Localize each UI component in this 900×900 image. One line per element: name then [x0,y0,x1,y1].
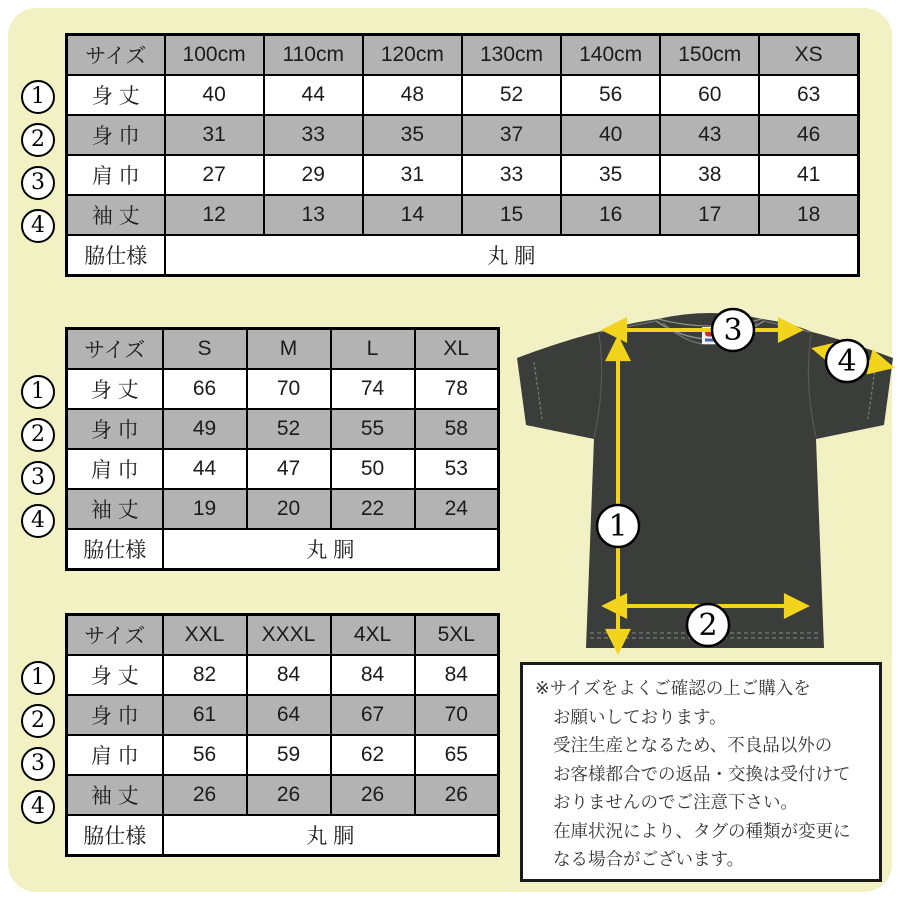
cell: 17 [660,195,759,235]
table-row [67,695,499,735]
cell: 78 [415,369,499,409]
cell: 19 [163,489,247,529]
cell: 24 [415,489,499,529]
row-label: 肩 巾 [67,449,163,489]
purchase-note-box [520,662,882,882]
cell: 38 [660,155,759,195]
header-cell: 100cm [165,35,264,76]
table-row [67,409,499,449]
cell: 35 [363,115,462,155]
cell: 55 [331,409,415,449]
row-label: 身 巾 [67,695,163,735]
table-footer-row [67,529,499,570]
row-label: 身 丈 [67,369,163,409]
footer-value: 丸 胴 [163,815,499,856]
svg-text:2: 2 [698,608,718,643]
row-label: 身 巾 [67,409,163,449]
callout-number-4: 4 [21,209,55,243]
cell: 22 [331,489,415,529]
cell: 82 [163,655,247,695]
cell: 52 [247,409,331,449]
tshirt-measurement-figure [510,303,900,660]
cell: 48 [363,75,462,115]
cell: 70 [415,695,499,735]
cell: 74 [331,369,415,409]
table-row [67,775,499,815]
row-label: 身 丈 [67,75,165,115]
svg-text:1: 1 [608,509,628,544]
size-table-kids [65,33,860,277]
cell: 44 [163,449,247,489]
figure-callout-4 [826,340,868,382]
header-cell: 4XL [331,615,415,656]
row-label: 身 巾 [67,115,165,155]
table-row [67,655,499,695]
cell: 53 [415,449,499,489]
footer-value: 丸 胴 [165,235,859,276]
header-cell: S [163,329,247,370]
row-label: 袖 丈 [67,195,165,235]
header-cell: 5XL [415,615,499,656]
cell: 64 [247,695,331,735]
cell: 31 [165,115,264,155]
callout-number-1: 1 [21,661,55,695]
table-footer-row [67,815,499,856]
row-label: 袖 丈 [67,775,163,815]
figure-callout-1 [597,505,639,547]
cell: 84 [415,655,499,695]
table-row [67,155,859,195]
table-row [67,449,499,489]
svg-text:4: 4 [837,344,857,379]
table-row [67,369,499,409]
note-line: お客様都合での返品・交換は受付けて [553,763,851,784]
note-line: なる場合がございます。 [553,849,745,869]
row-label: 身 丈 [67,655,163,695]
row-label: 袖 丈 [67,489,163,529]
callout-number-2: 2 [21,123,55,157]
cell: 33 [462,155,561,195]
callout-number-3: 3 [21,461,55,495]
note-line: 受注生産となるため、不良品以外の [553,735,833,755]
size-table-adult [65,327,500,571]
cell: 31 [363,155,462,195]
header-cell: 110cm [264,35,363,76]
row-label: 脇仕様 [67,529,163,570]
figure-callout-2 [687,604,729,646]
header-cell: サイズ [67,329,163,370]
callout-number-3: 3 [21,166,55,200]
cell: 44 [264,75,363,115]
cell: 20 [247,489,331,529]
cell: 33 [264,115,363,155]
callout-number-2: 2 [21,418,55,452]
cell: 37 [462,115,561,155]
cell: 59 [247,735,331,775]
cell: 35 [561,155,660,195]
cell: 14 [363,195,462,235]
header-cell: XS [759,35,858,76]
cell: 40 [561,115,660,155]
note-line: お願いしております。 [553,706,727,727]
callout-number-1: 1 [21,375,55,409]
cell: 15 [462,195,561,235]
cell: 26 [163,775,247,815]
cell: 41 [759,155,858,195]
cell: 47 [247,449,331,489]
table-header-row [67,329,499,370]
callout-number-3: 3 [21,747,55,781]
cell: 65 [415,735,499,775]
cell: 46 [759,115,858,155]
note-line: ※サイズをよくご確認の上ご購入を [535,678,811,698]
row-label: 脇仕様 [67,815,163,856]
cell: 62 [331,735,415,775]
header-cell: XL [415,329,499,370]
cell: 12 [165,195,264,235]
cell: 61 [163,695,247,735]
table-footer-row [67,235,859,276]
table-row [67,115,859,155]
cell: 13 [264,195,363,235]
table-row [67,195,859,235]
cell: 84 [247,655,331,695]
table-row [67,489,499,529]
table-row [67,735,499,775]
header-cell: M [247,329,331,370]
cell: 26 [331,775,415,815]
cell: 52 [462,75,561,115]
row-label: 肩 巾 [67,735,163,775]
cell: 50 [331,449,415,489]
header-cell: 130cm [462,35,561,76]
cell: 43 [660,115,759,155]
cell: 29 [264,155,363,195]
header-cell: 150cm [660,35,759,76]
figure-callout-3 [712,309,754,351]
note-line: 在庫状況により、タグの種類が変更に [553,820,851,841]
row-label: 肩 巾 [67,155,165,195]
callout-number-2: 2 [21,704,55,738]
header-cell: 140cm [561,35,660,76]
callout-number-4: 4 [21,790,55,824]
cell: 58 [415,409,499,449]
header-cell: サイズ [67,35,165,76]
size-table-big [65,613,500,857]
table-header-row [67,615,499,656]
callout-number-1: 1 [21,80,55,114]
cell: 67 [331,695,415,735]
header-cell: 120cm [363,35,462,76]
header-cell: L [331,329,415,370]
cell: 40 [165,75,264,115]
cell: 18 [759,195,858,235]
footer-value: 丸 胴 [163,529,499,570]
table-row [67,75,859,115]
svg-text:3: 3 [723,313,743,348]
cell: 70 [247,369,331,409]
note-line: おりませんのでご注意下さい。 [553,792,798,812]
cell: 27 [165,155,264,195]
cell: 56 [561,75,660,115]
cell: 56 [163,735,247,775]
callout-number-4: 4 [21,504,55,538]
row-label: 脇仕様 [67,235,165,276]
table-header-row [67,35,859,76]
cell: 26 [247,775,331,815]
cell: 49 [163,409,247,449]
cell: 84 [331,655,415,695]
header-cell: サイズ [67,615,163,656]
cell: 16 [561,195,660,235]
header-cell: XXL [163,615,247,656]
cell: 66 [163,369,247,409]
cell: 26 [415,775,499,815]
header-cell: XXXL [247,615,331,656]
cell: 63 [759,75,858,115]
cell: 60 [660,75,759,115]
